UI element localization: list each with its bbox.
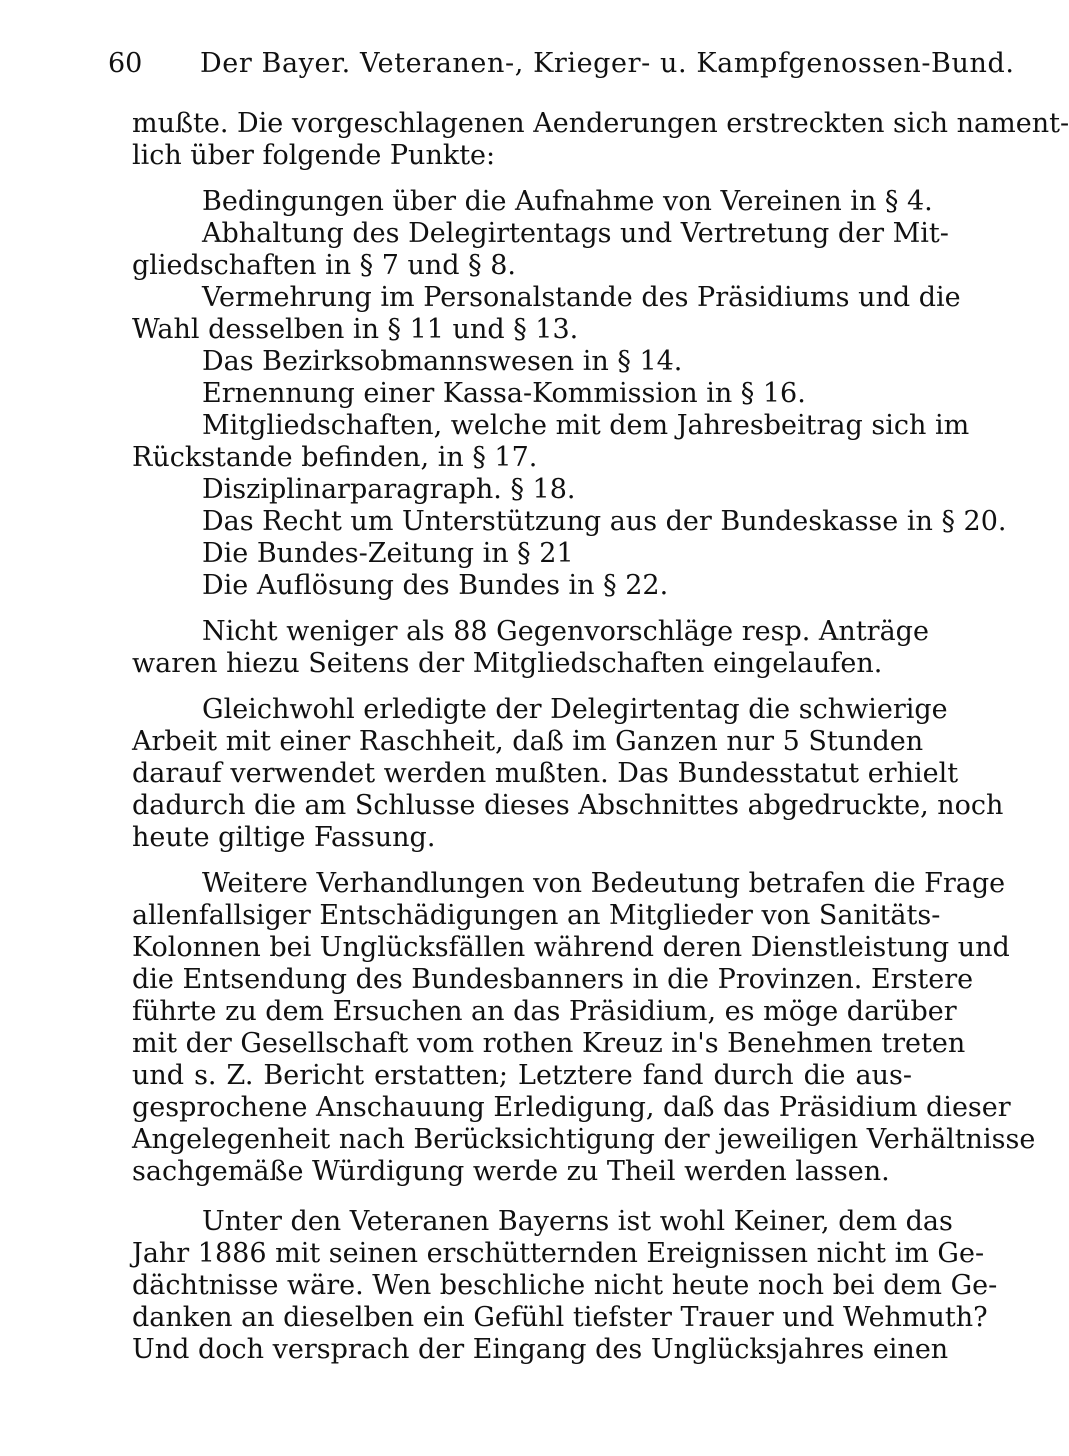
text-line: gesprochene Anschauung Erledigung, daß das Präsidium dieser bbox=[132, 1092, 1011, 1123]
text-line: Die Bundes-Zeitung in § 21 bbox=[202, 538, 574, 569]
statute-change-item bbox=[132, 410, 970, 474]
paragraph-further-negotiations bbox=[132, 868, 1036, 1188]
text-line: lich über folgende Punkte: bbox=[132, 140, 496, 171]
text-line: Mitgliedschaften, welche mit dem Jahresbeitrag sich im bbox=[202, 410, 970, 441]
text-line: Die Auflösung des Bundes in § 22. bbox=[202, 570, 669, 601]
text-line: Bedingungen über die Aufnahme von Vereinen in § 4. bbox=[202, 186, 933, 217]
text-line: Wahl desselben in § 11 und § 13. bbox=[132, 314, 579, 345]
text-line: Ernennung einer Kassa-Kommission in § 16. bbox=[202, 378, 806, 409]
text-line: heute giltige Fassung. bbox=[132, 822, 436, 853]
page-number: 60 bbox=[108, 48, 143, 79]
statute-change-item bbox=[132, 506, 1007, 538]
text-line: und s. Z. Bericht erstatten; Letztere fand durch die aus- bbox=[132, 1060, 912, 1091]
statute-change-item bbox=[132, 378, 912, 410]
text-line: Und doch versprach der Eingang des Unglücksjahres einen bbox=[132, 1334, 949, 1365]
text-line: Disziplinarparagraph. § 18. bbox=[202, 474, 576, 505]
paragraph-veterans bbox=[132, 1206, 998, 1366]
statute-change-item bbox=[132, 282, 961, 346]
text-line: Das Bezirksobmannswesen in § 14. bbox=[202, 346, 683, 377]
text-line: allenfallsiger Entschädigungen an Mitglieder von Sanitäts- bbox=[132, 900, 941, 931]
text-line: darauf verwendet werden mußten. Das Bundesstatut erhielt bbox=[132, 758, 959, 789]
text-line: Weitere Verhandlungen von Bedeutung betrafen die Frage bbox=[202, 868, 1006, 899]
text-line: dächtnisse wäre. Wen beschliche nicht heute noch bei dem Ge- bbox=[132, 1270, 998, 1301]
text-line: mußte. Die vorgeschlagenen Aenderungen erstreckten sich nament- bbox=[132, 108, 1069, 139]
text-line: Abhaltung des Delegirtentags und Vertretung der Mit- bbox=[202, 218, 949, 249]
statute-change-item bbox=[132, 474, 912, 506]
text-line: danken an dieselben ein Gefühl tiefster Trauer und Wehmuth? bbox=[132, 1302, 988, 1333]
text-line: sachgemäße Würdigung werde zu Theil werden lassen. bbox=[132, 1156, 890, 1187]
body-text bbox=[132, 108, 1069, 1366]
text-line: Jahr 1886 mit seinen erschütternden Ereignissen nicht im Ge- bbox=[132, 1238, 985, 1269]
text-line: Unter den Veteranen Bayerns ist wohl Keiner, dem das bbox=[202, 1206, 953, 1237]
statute-change-item bbox=[132, 186, 933, 218]
text-line: Kolonnen bei Unglücksfällen während deren Dienstleistung und bbox=[132, 932, 1010, 963]
text-line: Das Recht um Unterstützung aus der Bundeskasse in § 20. bbox=[202, 506, 1007, 537]
text-line: Rückstande befinden, in § 17. bbox=[132, 442, 538, 473]
text-line: dadurch die am Schlusse dieses Abschnittes abgedruckte, noch bbox=[132, 790, 1004, 821]
text-line: Vermehrung im Personalstande des Präsidiums und die bbox=[202, 282, 961, 313]
paragraph-continuation bbox=[132, 108, 1069, 172]
text-line: mit der Gesellschaft vom rothen Kreuz in's Benehmen treten bbox=[132, 1028, 966, 1059]
statute-change-item bbox=[132, 570, 912, 602]
text-line: Nicht weniger als 88 Gegenvorschläge resp. Anträge bbox=[202, 616, 929, 647]
text-line: gliedschaften in § 7 und § 8. bbox=[132, 250, 517, 281]
text-line: die Entsendung des Bundesbanners in die Provinzen. Erstere bbox=[132, 964, 974, 995]
text-line: Angelegenheit nach Berücksichtigung der jeweiligen Verhältnisse bbox=[132, 1124, 1036, 1155]
running-title: Der Bayer. Veteranen-, Krieger- u. Kampfgenossen-Bund. bbox=[200, 48, 1015, 79]
text-line: Arbeit mit einer Raschheit, daß im Ganzen nur 5 Stunden bbox=[132, 726, 924, 757]
paragraph-delegates-work bbox=[132, 694, 1004, 854]
paragraph-counterproposals bbox=[132, 616, 929, 680]
text-line: waren hiezu Seitens der Mitgliedschaften eingelaufen. bbox=[132, 648, 883, 679]
text-line: führte zu dem Ersuchen an das Präsidium, es möge darüber bbox=[132, 996, 957, 1027]
statute-change-item bbox=[132, 538, 912, 570]
statute-change-item bbox=[132, 218, 949, 282]
text-line: Gleichwohl erledigte der Delegirtentag die schwierige bbox=[202, 694, 948, 725]
statute-change-list bbox=[132, 186, 1007, 602]
page-header bbox=[108, 46, 1015, 82]
statute-change-item bbox=[132, 346, 912, 378]
